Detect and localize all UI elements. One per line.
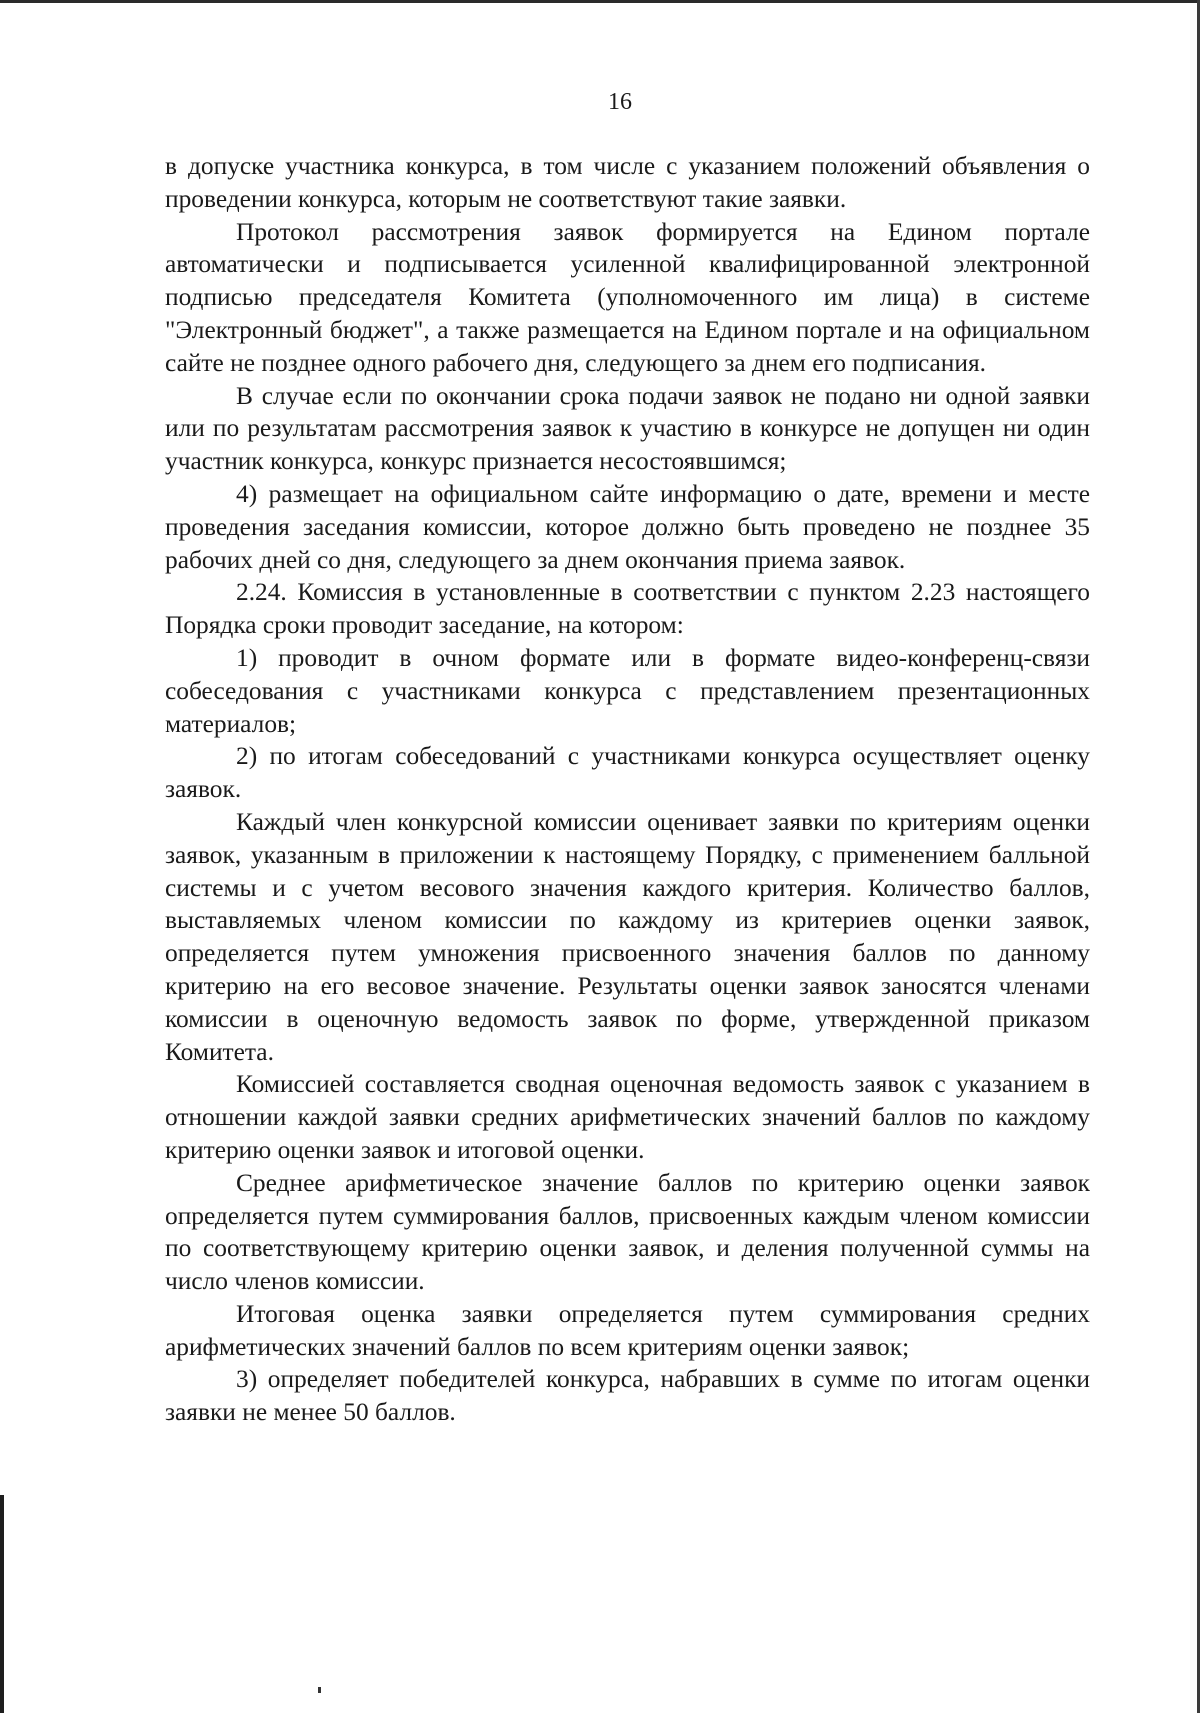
paragraph-protocol: Протокол рассмотрения заявок формируется на Едином портале автоматически и подписывается усиленной квалифицированной электронной подписью председателя Комитета (уполномоченного им лица) в системе "Электронный бюджет", а также размещается на Едином портале и на официальном сайте не позднее одного рабочего дня, следующего за днем его подписания. (165, 217, 1090, 377)
paragraph-summary-sheet: Комиссией составляется сводная оценочная ведомость заявок с указанием в отношении каждой заявки средних арифметических значений баллов по каждому критерию оценки заявок и итоговой оценки. (165, 1070, 1090, 1164)
paragraph-no-applications: В случае если по окончании срока подачи заявок не подано ни одной заявки или по результатам рассмотрения заявок к участию в конкурсе не допущен ни один участник конкурса, конкурс признается несостоявшимся; (165, 381, 1090, 476)
scan-border-left (0, 1495, 4, 1713)
paragraph-2-24: 2.24. Комиссия в установленные в соответствии с пунктом 2.23 настоящего Порядка сроки проводит заседание, на котором: (165, 578, 1090, 640)
paragraph-item-1: 1) проводит в очном формате или в формате видео-конференц-связи собеседования с участниками конкурса с представлением презентационных материалов; (165, 643, 1090, 738)
paragraph-member-evaluation: Каждый член конкурсной комиссии оценивает заявки по критериям оценки заявок, указанным в приложении к настоящему Порядку, с применением балльной системы и с учетом весового значения каждого критерия. Количество баллов, выставляемых членом комиссии по каждому из критериев оценки заявок, определяется путем умножения присвоенного значения баллов по данному критерию на его весовое значение. Результаты оценки заявок заносятся членами комиссии в оценочную ведомость заявок по форме, утвержденной приказом Комитета. (165, 807, 1090, 1066)
scan-speck (318, 1687, 321, 1693)
paragraph-average-score: Среднее арифметическое значение баллов по критерию оценки заявок определяется путем суммирования баллов, присвоенных каждым членом комиссии по соответствующему критерию оценки заявок, и деления полученной суммы на число членов комиссии. (165, 1168, 1090, 1296)
paragraph-item-3: 3) определяет победителей конкурса, набравших в сумме по итогам оценки заявки не менее 50 баллов. (165, 1365, 1090, 1427)
paragraph-final-score: Итоговая оценка заявки определяется путем суммирования средних арифметических значений баллов по всем критериям оценки заявок; (165, 1299, 1090, 1361)
page-number: 16 (608, 89, 632, 115)
paragraph-item-4: 4) размещает на официальном сайте информацию о дате, времени и месте проведения заседания комиссии, которое должно быть проведено не позднее 35 рабочих дней со дня, следующего за днем окончания приема заявок. (165, 479, 1090, 574)
scan-border-top (0, 0, 1200, 3)
document-body (165, 150, 1090, 1429)
paragraph-continuation: в допуске участника конкурса, в том числе с указанием положений объявления о проведении конкурса, которым не соответствуют такие заявки. (165, 152, 1090, 213)
paragraph-item-2: 2) по итогам собеседований с участниками конкурса осуществляет оценку заявок. (165, 742, 1090, 804)
